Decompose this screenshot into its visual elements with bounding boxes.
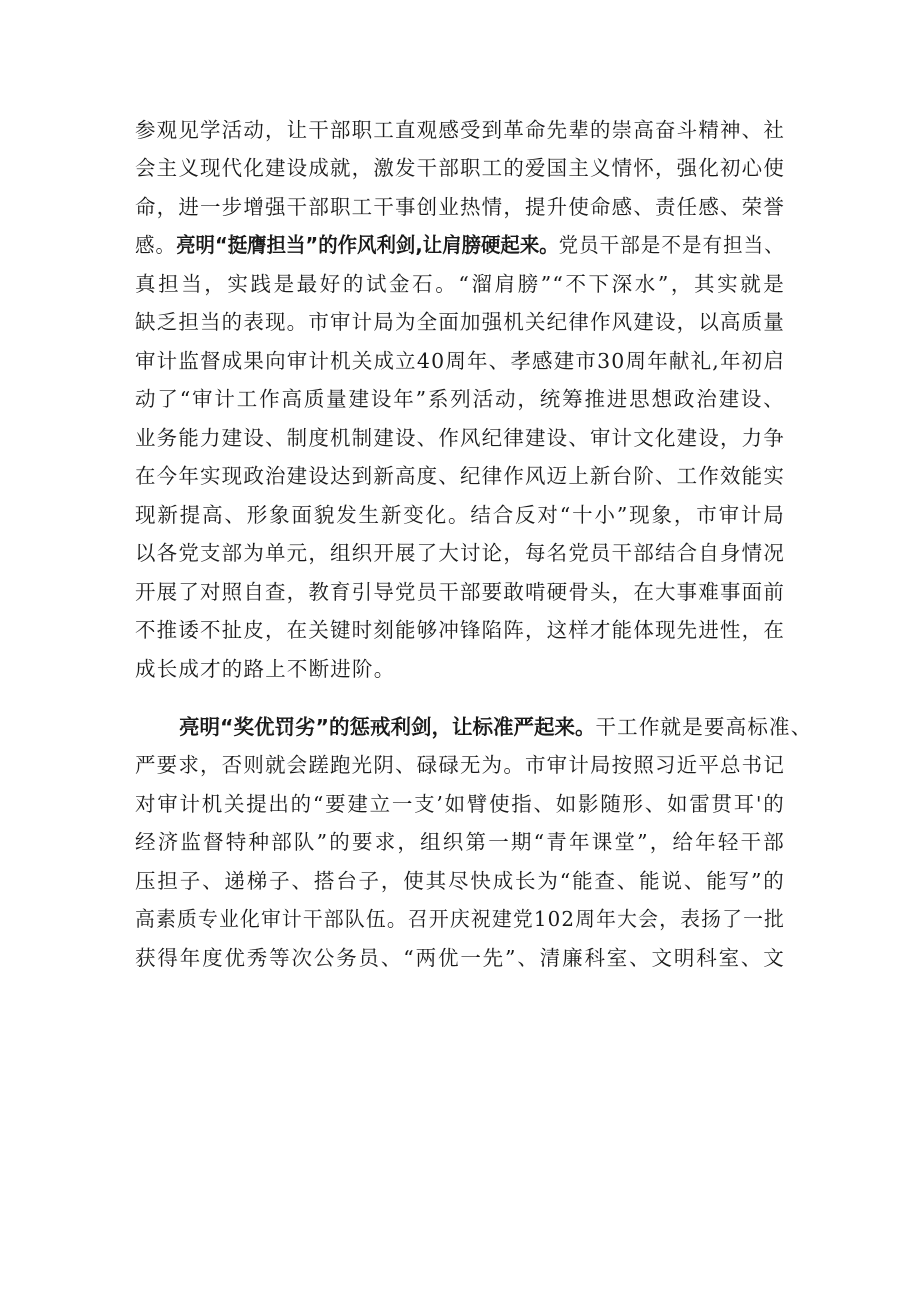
paragraph-line: 动了“审计工作高质量建设年”系列活动，统筹推进思想政治建设、: [135, 387, 785, 411]
paragraph-line: 真担当，实践是最好的试金石。“溜肩膀”“不下深水”，其实就是: [135, 272, 785, 296]
paragraph-line: 高素质专业化审计干部队伍。召开庆祝建党102周年大会，表扬了一批: [135, 907, 786, 931]
paragraph-line: 参观见学活动，让干部职工直观感受到革命先辈的崇高奋斗精神、社: [135, 118, 786, 142]
paragraph-line: 会主义现代化建设成就，激发干部职工的爱国主义情怀，强化初心使: [135, 156, 786, 180]
paragraph-text: 感。: [135, 233, 177, 257]
paragraph-line-with-heading: [135, 226, 785, 264]
paragraph-text: 干工作就是要高标准、: [595, 715, 813, 739]
paragraph-line: 业务能力建设、制度机制建设、作风纪律建设、审计文化建设，力争: [135, 426, 786, 450]
paragraph-line: 在今年实现政治建设达到新高度、纪律作风迈上新台阶、工作效能实: [135, 464, 786, 488]
section-heading-inline: 亮明“挺膺担当”的作风利剑,让肩膀硬起来。: [176, 233, 559, 257]
paragraph-line: 命，进一步增强干部职工干事创业热情，提升使命感、责任感、荣誉: [135, 195, 786, 219]
paragraph-line: 以各党支部为单元，组织开展了大讨论，每名党员干部结合自身情况: [135, 541, 786, 565]
paragraph-line: 压担子、递梯子、搭台子，使其尽快成长为“能查、能说、能写”的: [135, 869, 785, 893]
paragraph-line: 获得年度优秀等次公务员、“两优一先”、清廉科室、文明科室、文: [135, 946, 785, 970]
paragraph-line: 审计监督成果向审计机关成立40周年、孝感建市30周年献礼,年初启: [135, 349, 786, 373]
paragraph-line: 对审计机关提出的“要建立一支’如臂使指、如影随形、如雷贯耳'的: [135, 792, 785, 816]
paragraph-line: 经济监督特种部队”的要求，组织第一期“青年课堂”，给年轻干部: [135, 830, 785, 854]
paragraph-line-with-heading: [179, 708, 812, 746]
paragraph-line: 不推诿不扯皮，在关键时刻能够冲锋陷阵，这样才能体现先进性，在: [135, 618, 786, 642]
paragraph-line: 严要求，否则就会蹉跑光阴、碌碌无为。市审计局按照习近平总书记: [135, 753, 786, 777]
section-heading-inline: 亮明“奖优罚劣”的惩戒利剑，让标准严起来。: [179, 715, 596, 739]
paragraph-line: 开展了对照自查，教育引导党员干部要敢啃硬骨头，在大事难事面前: [135, 580, 786, 604]
paragraph-line: 成长成才的路上不断进阶。: [135, 657, 396, 681]
paragraph-text: 党员干部是不是有担当、: [558, 233, 785, 257]
paragraph-line: 现新提高、形象面貌发生新变化。结合反对“十小”现象，市审计局: [135, 503, 785, 527]
paragraph-line: 缺乏担当的表现。市审计局为全面加强机关纪律作风建设，以高质量: [135, 310, 786, 334]
